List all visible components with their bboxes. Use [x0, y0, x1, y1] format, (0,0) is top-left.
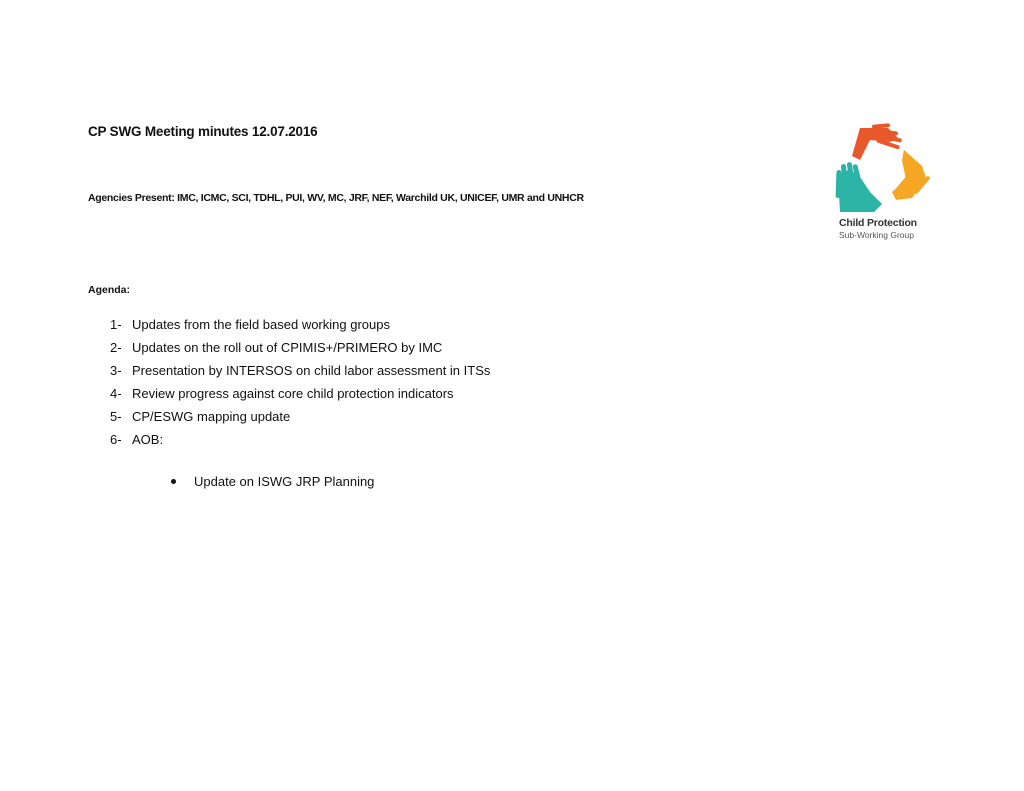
- agenda-item-text: Presentation by INTERSOS on child labor assessment in ITSs: [132, 363, 491, 378]
- agenda-item: [110, 363, 490, 386]
- child-protection-logo: [830, 120, 940, 245]
- agencies-present: Agencies Present: IMC, ICMC, SCI, TDHL, PUI, WV, MC, JRF, NEF, Warchild UK, UNICEF, UMR and UNHCR: [88, 192, 584, 204]
- agenda-item-number: 6-: [110, 432, 122, 447]
- agenda-item-text: CP/ESWG mapping update: [132, 409, 291, 424]
- teal-hand-icon: [836, 162, 882, 212]
- aob-sublist: [168, 474, 374, 489]
- agenda-item-text: Review progress against core child protection indicators: [132, 386, 454, 401]
- page-title: CP SWG Meeting minutes 12.07.2016: [88, 124, 318, 139]
- agenda-item: [110, 386, 490, 409]
- agenda-item-number: 5-: [110, 409, 122, 424]
- aob-subitem-text: Update on ISWG JRP Planning: [194, 474, 375, 489]
- agenda-item: [110, 340, 490, 363]
- bullet-icon: [171, 479, 176, 484]
- agenda-item-text: Updates from the field based working groups: [132, 317, 390, 332]
- agenda-item-number: 3-: [110, 363, 122, 378]
- agenda-item-number: 2-: [110, 340, 122, 355]
- agenda-item: [110, 409, 490, 432]
- orange-red-hand-icon: [852, 123, 902, 160]
- agenda-item-text: AOB:: [132, 432, 164, 447]
- logo-title: Child Protection: [839, 217, 917, 229]
- agenda-item: [110, 432, 490, 455]
- logo-subtitle: Sub-Working Group: [839, 230, 914, 240]
- agenda-item: [110, 317, 490, 340]
- agenda-item-number: 4-: [110, 386, 122, 401]
- three-hands-logo-icon: [830, 120, 940, 215]
- aob-subitem: [168, 474, 374, 489]
- agenda-item-number: 1-: [110, 317, 122, 332]
- agenda-heading: Agenda:: [88, 284, 130, 296]
- agenda-item-text: Updates on the roll out of CPIMIS+/PRIMERO by IMC: [132, 340, 443, 355]
- agenda-list: [110, 317, 490, 455]
- orange-hand-icon: [892, 150, 931, 200]
